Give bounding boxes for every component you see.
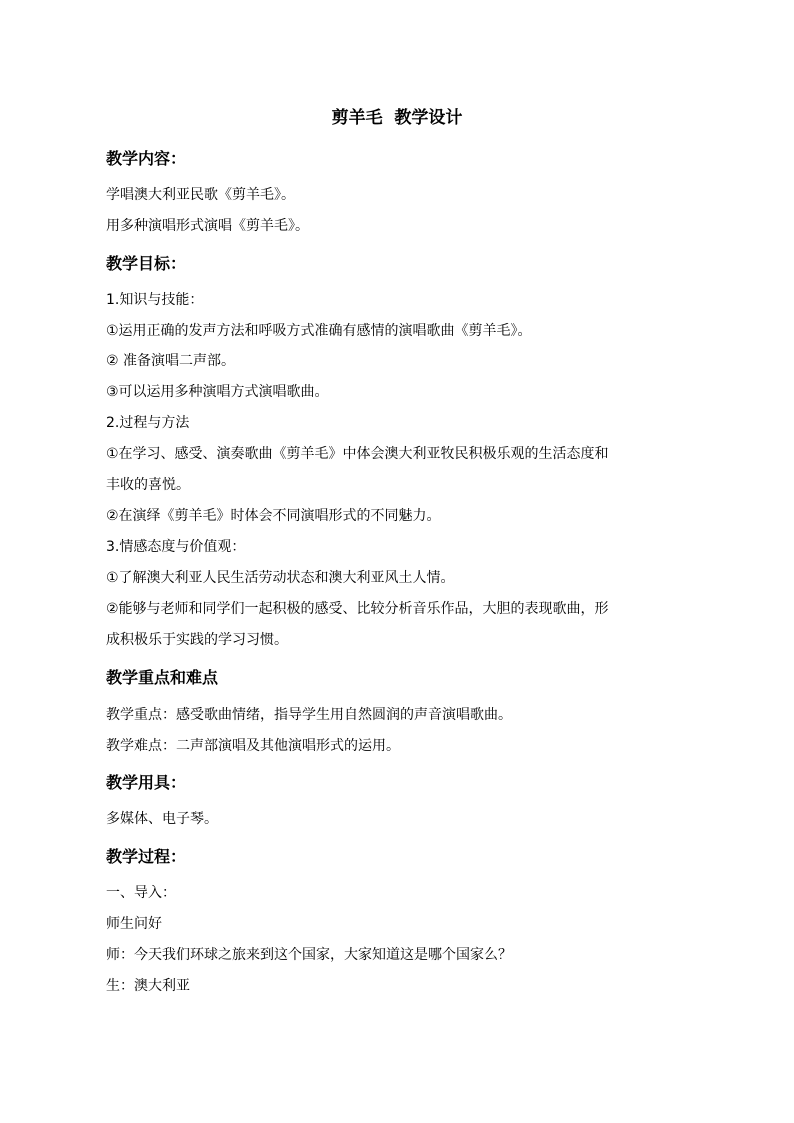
- content-line-1: 学唱澳大利亚民歌《剪羊毛》。: [106, 187, 295, 203]
- content-line-2: 用多种演唱形式演唱《剪羊毛》。: [106, 218, 309, 234]
- goals-line-5: 2.过程与方法: [106, 415, 190, 431]
- goals-line-3: ② 准备演唱二声部。: [106, 353, 236, 369]
- goals-line-1: 1.知识与技能：: [106, 292, 204, 308]
- document-title: 剪羊毛 教学设计: [331, 108, 463, 128]
- process-line-2: 师生问好: [106, 916, 162, 932]
- goals-line-4: ③可以运用多种演唱方式演唱歌曲。: [106, 384, 329, 400]
- goals-line-9: 3.情感态度与价值观：: [106, 539, 246, 555]
- section-heading-process: 教学过程：: [106, 847, 187, 866]
- goals-line-12: 成积极乐于实践的学习习惯。: [106, 632, 288, 648]
- section-heading-tools: 教学用具：: [106, 773, 187, 792]
- process-line-3: 师：今天我们环球之旅来到这个国家，大家知道这是哪个国家么？: [106, 947, 512, 963]
- goals-line-6: ①在学习、感受、演奏歌曲《剪羊毛》中体会澳大利亚牧民积极乐观的生活态度和: [106, 446, 609, 462]
- section-heading-content: 教学内容：: [106, 149, 187, 168]
- tools-line-1: 多媒体、电子琴。: [106, 811, 218, 827]
- process-line-1: 一、导入：: [106, 885, 176, 901]
- section-heading-goals: 教学目标：: [106, 254, 187, 273]
- goals-line-7: 丰收的喜悦。: [106, 477, 190, 493]
- goals-line-8: ②在演绎《剪羊毛》时体会不同演唱形式的不同魅力。: [106, 508, 441, 524]
- goals-line-10: ①了解澳大利亚人民生活劳动状态和澳大利亚风土人情。: [106, 570, 455, 586]
- goals-line-11: ②能够与老师和同学们一起积极的感受、比较分析音乐作品，大胆的表现歌曲，形: [106, 601, 609, 617]
- process-line-4: 生：澳大利亚: [106, 978, 190, 994]
- key-points-line-2: 教学难点：二声部演唱及其他演唱形式的运用。: [106, 738, 400, 754]
- section-heading-key-points: 教学重点和难点: [106, 668, 219, 687]
- key-points-line-1: 教学重点：感受歌曲情绪，指导学生用自然圆润的声音演唱歌曲。: [106, 707, 512, 723]
- goals-line-2: ①运用正确的发声方法和呼吸方式准确有感情的演唱歌曲《剪羊毛》。: [106, 323, 532, 339]
